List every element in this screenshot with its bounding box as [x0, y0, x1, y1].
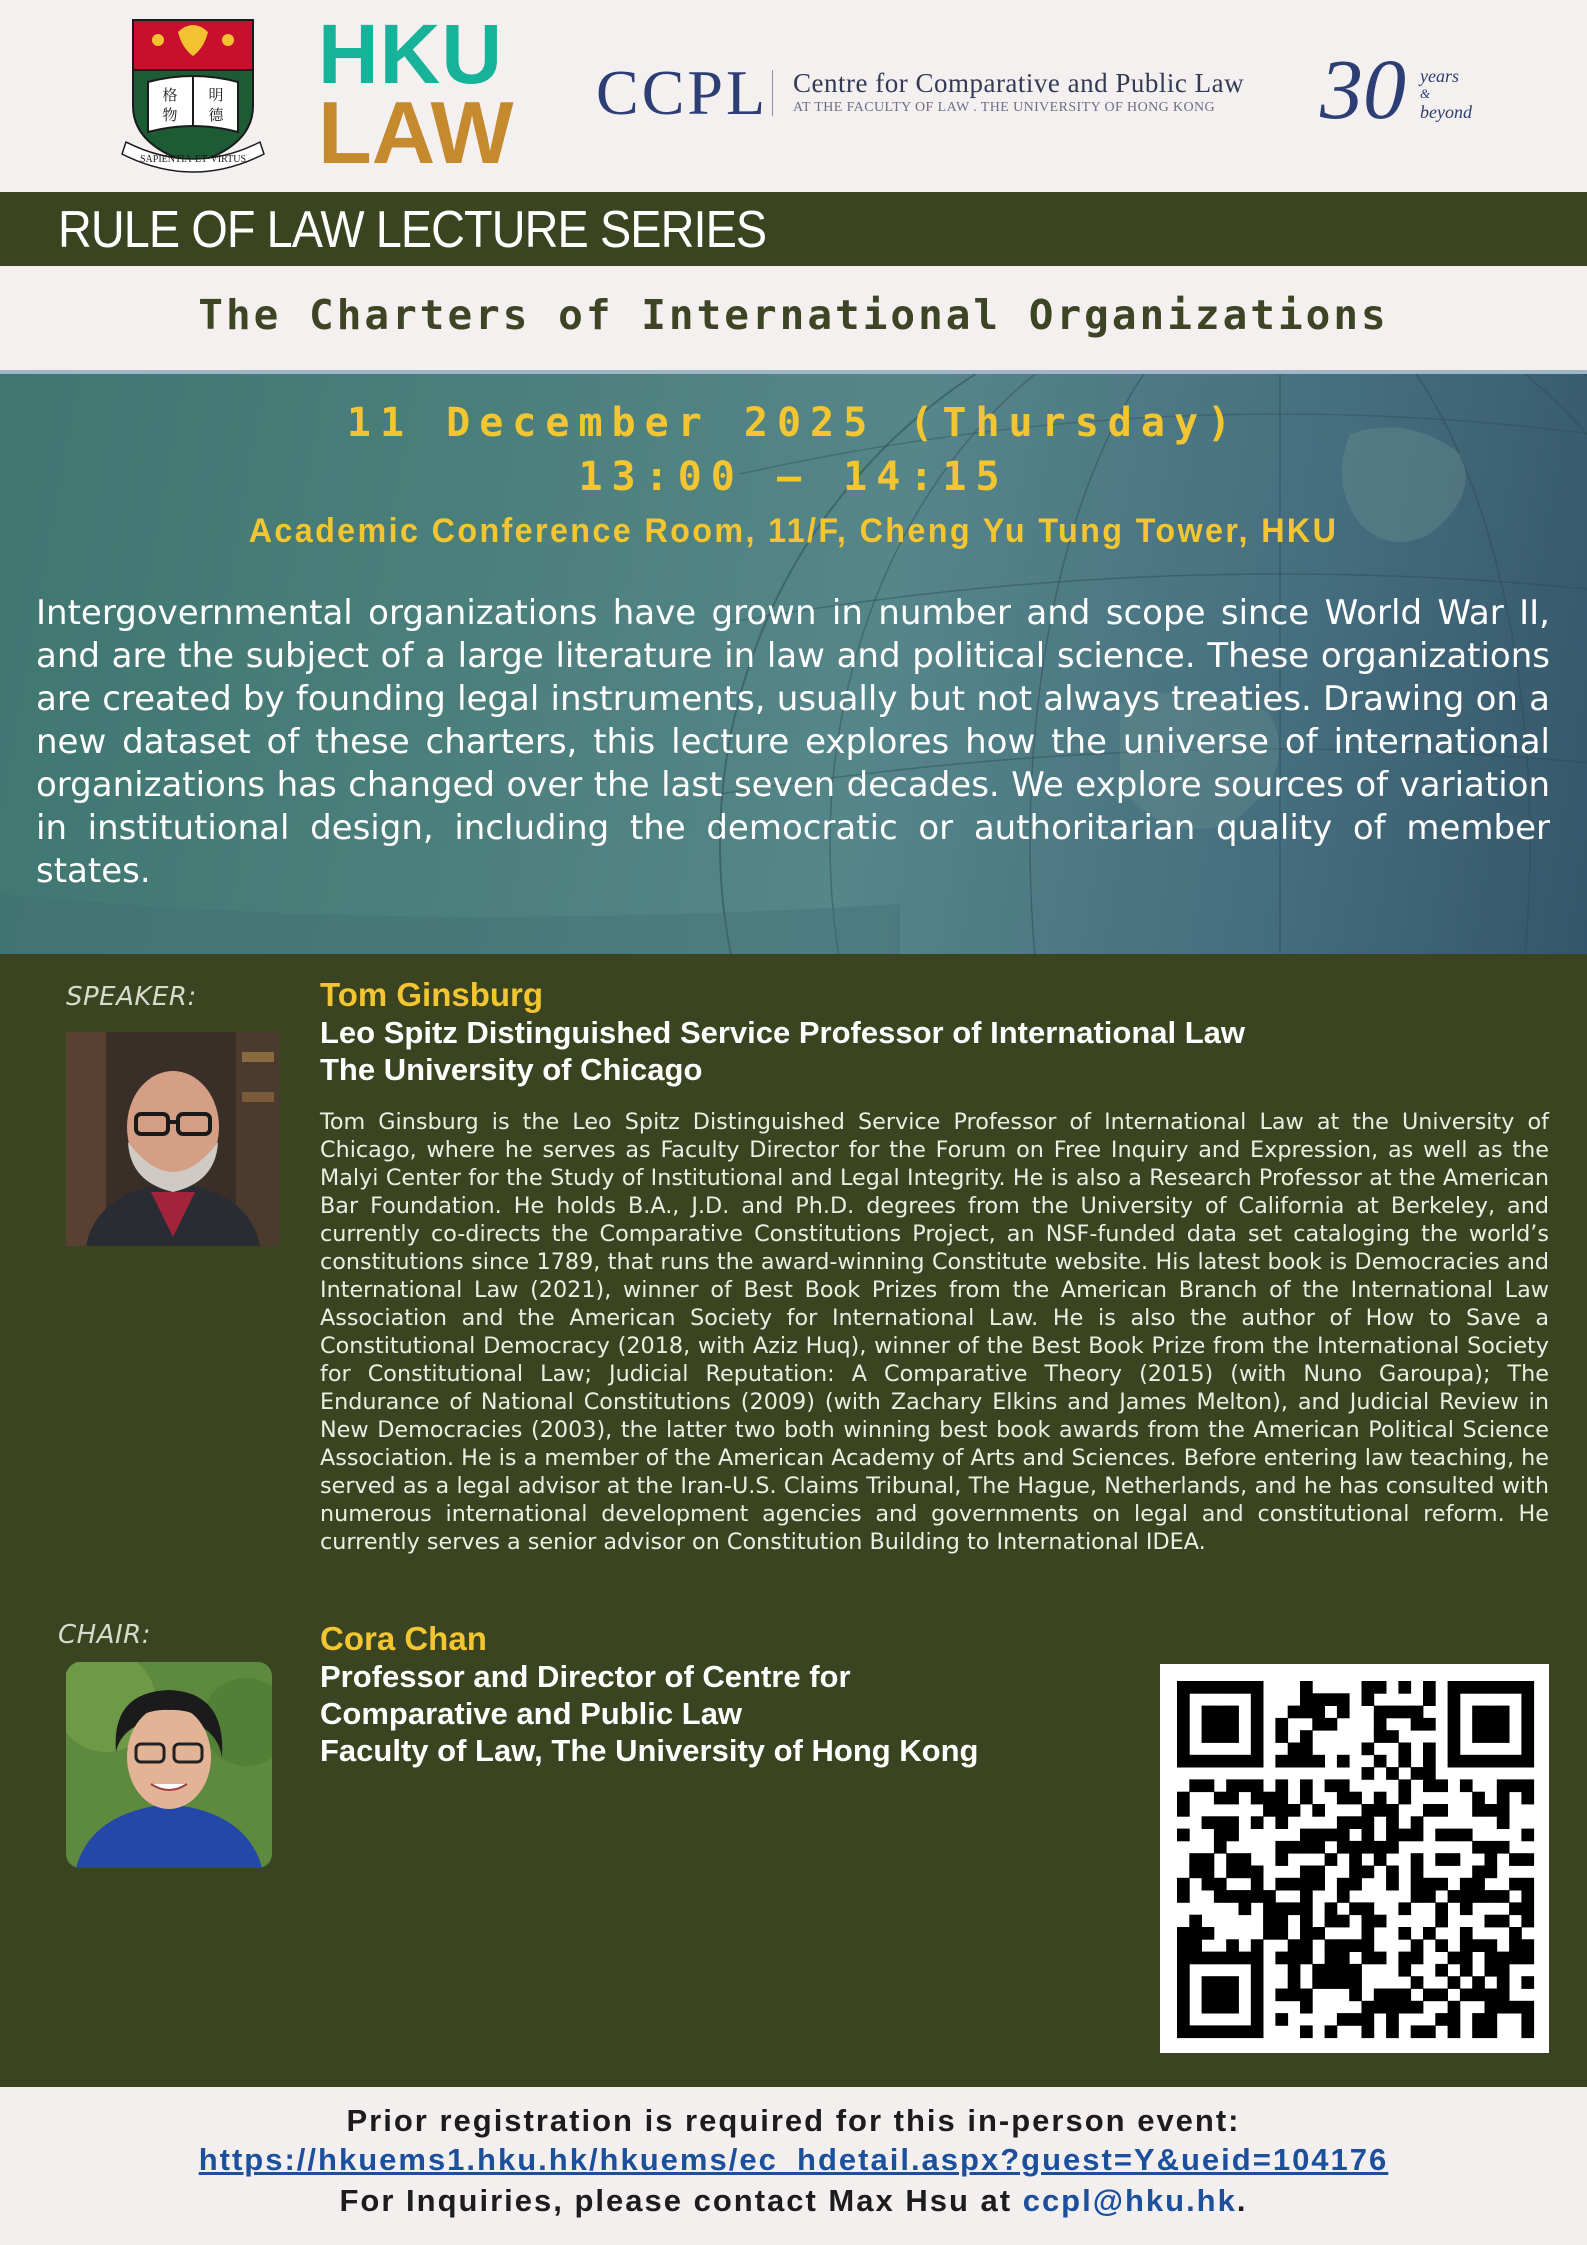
chair-title-line2: Comparative and Public Law	[320, 1696, 743, 1731]
registration-notice: Prior registration is required for this in-person event:	[346, 2103, 1241, 2138]
event-date: 11 December 2025 (Thursday)	[346, 400, 1241, 446]
law-logo-text: LAW	[318, 83, 514, 182]
registration-link[interactable]: https://hkuems1.hku.hk/hkuems/ec_hdetail.aspx?guest=Y&ueid=104176	[198, 2142, 1389, 2177]
registration-qr-code[interactable]	[1160, 1664, 1549, 2053]
ccpl-divider	[772, 70, 773, 116]
chair-photo	[66, 1662, 272, 1868]
event-info-section	[0, 374, 1587, 954]
speaker-name: Tom Ginsburg	[320, 976, 544, 1013]
inquiry-email-link[interactable]: ccpl@hku.hk	[1022, 2183, 1237, 2218]
anniv-number: 30	[1320, 41, 1406, 137]
speaker-role-label: SPEAKER:	[66, 982, 197, 1012]
hku-crest-logo	[118, 14, 268, 180]
speaker-bio: Tom Ginsburg is the Leo Spitz Distinguished Service Professor of International Law at the University of Chicago, where he serves as Faculty Director for the Forum on Free Inquiry and Expression, as well as the Malyi Center for the Study of Institutional and Legal Integrity. He is also a Research Professor at the American Bar Foundation. He holds B.A., J.D. and Ph.D. degrees from the University of California at Berkeley, and currently co-directs the Comparative Constitutions Project, an NSF-funded data set cataloging the world’s constitutions since 1789, that runs the award-winning Constitute website. His latest book is Democracies and International Law (2021), winner of Best Book Prizes from the American Branch of the International Law Association and the American Society for International Law. He is also the author of How to Save a Constitutional Democracy (2018, with Aziz Huq), winner of the Best Book Prize from the International Society for Constitutional Law; Judicial Reputation: A Comparative Theory (2015) (with Nuno Garoupa); The Endurance of National Constitutions (2009) (with Zachary Elkins and James Melton), and Judicial Review in New Democracies (2003), the latter two both winning best book awards from the American Political Science Association. He is a member of the American Academy of Arts and Sciences. Before entering law teaching, he served as a legal advisor at the Iran-U.S. Claims Tribunal, The Hague, Netherlands, and he has consulted with numerous international development agencies and governments on legal and constitutional reform. He currently serves a senior advisor on Constitution Building to International IDEA.	[320, 1109, 1549, 1555]
footer	[0, 2087, 1587, 2245]
crest-char: 格	[162, 86, 178, 104]
speaker-photo	[66, 1032, 280, 1246]
chair-role-label: CHAIR:	[58, 1620, 151, 1650]
faculty-line: AT THE FACULTY OF LAW . THE UNIVERSITY OF HONG KONG	[793, 100, 1216, 115]
event-venue: Academic Conference Room, 11/F, Cheng Yu Tung Tower, HKU	[248, 512, 1339, 550]
crest-char: 德	[208, 106, 224, 124]
chair-title-line1: Professor and Director of Centre for	[320, 1659, 851, 1694]
inquiry-line	[0, 2183, 1587, 2219]
series-label: RULE OF LAW LECTURE SERIES	[58, 201, 767, 259]
speaker-affiliation: The University of Chicago	[320, 1052, 703, 1087]
chair-name: Cora Chan	[320, 1620, 487, 1657]
anniv-word: years	[1420, 66, 1459, 86]
hku-logo-text: HKU	[318, 7, 503, 101]
series-banner	[0, 192, 1587, 266]
lecture-title-band	[0, 266, 1587, 374]
chair-title-line3: Faculty of Law, The University of Hong Kong	[320, 1733, 979, 1768]
inquiry-suffix: .	[1236, 2183, 1248, 2218]
anniv-word: &	[1420, 86, 1431, 101]
speaker-chair-section	[0, 954, 1587, 2087]
speaker-position: Leo Spitz Distinguished Service Professor of International Law	[320, 1015, 1246, 1050]
30-years-logo	[1320, 38, 1480, 138]
header	[0, 0, 1587, 192]
registration-link-line	[0, 2142, 1587, 2178]
ccpl-logo: CCPL	[596, 57, 769, 128]
lecture-abstract: Intergovernmental organizations have grown in number and scope since World War II, and are the subject of a large literature in law and political science. These organizations are created by founding legal instruments, usually but not always treaties. Drawing on a new dataset of these charters, this lecture explores how the universe of international organizations has changed over the last seven decades. We explore sources of variation in institutional design, including the democratic or authoritarian quality of member states.	[36, 593, 1550, 891]
crest-motto: SAPIENTIA·ET·VIRTUS	[139, 154, 247, 165]
crest-char: 物	[162, 106, 178, 124]
hku-law-logo	[318, 7, 514, 182]
event-time: 13:00 – 14:15	[578, 454, 1009, 500]
centre-name: Centre for Comparative and Public Law	[793, 68, 1245, 98]
lecture-title: The Charters of International Organizations	[198, 291, 1389, 339]
anniv-word: beyond	[1420, 102, 1472, 122]
qr-code-pattern	[1160, 1664, 1549, 2053]
crest-char: 明	[208, 86, 224, 104]
inquiry-text: For Inquiries, please contact Max Hsu at	[339, 2183, 1023, 2218]
